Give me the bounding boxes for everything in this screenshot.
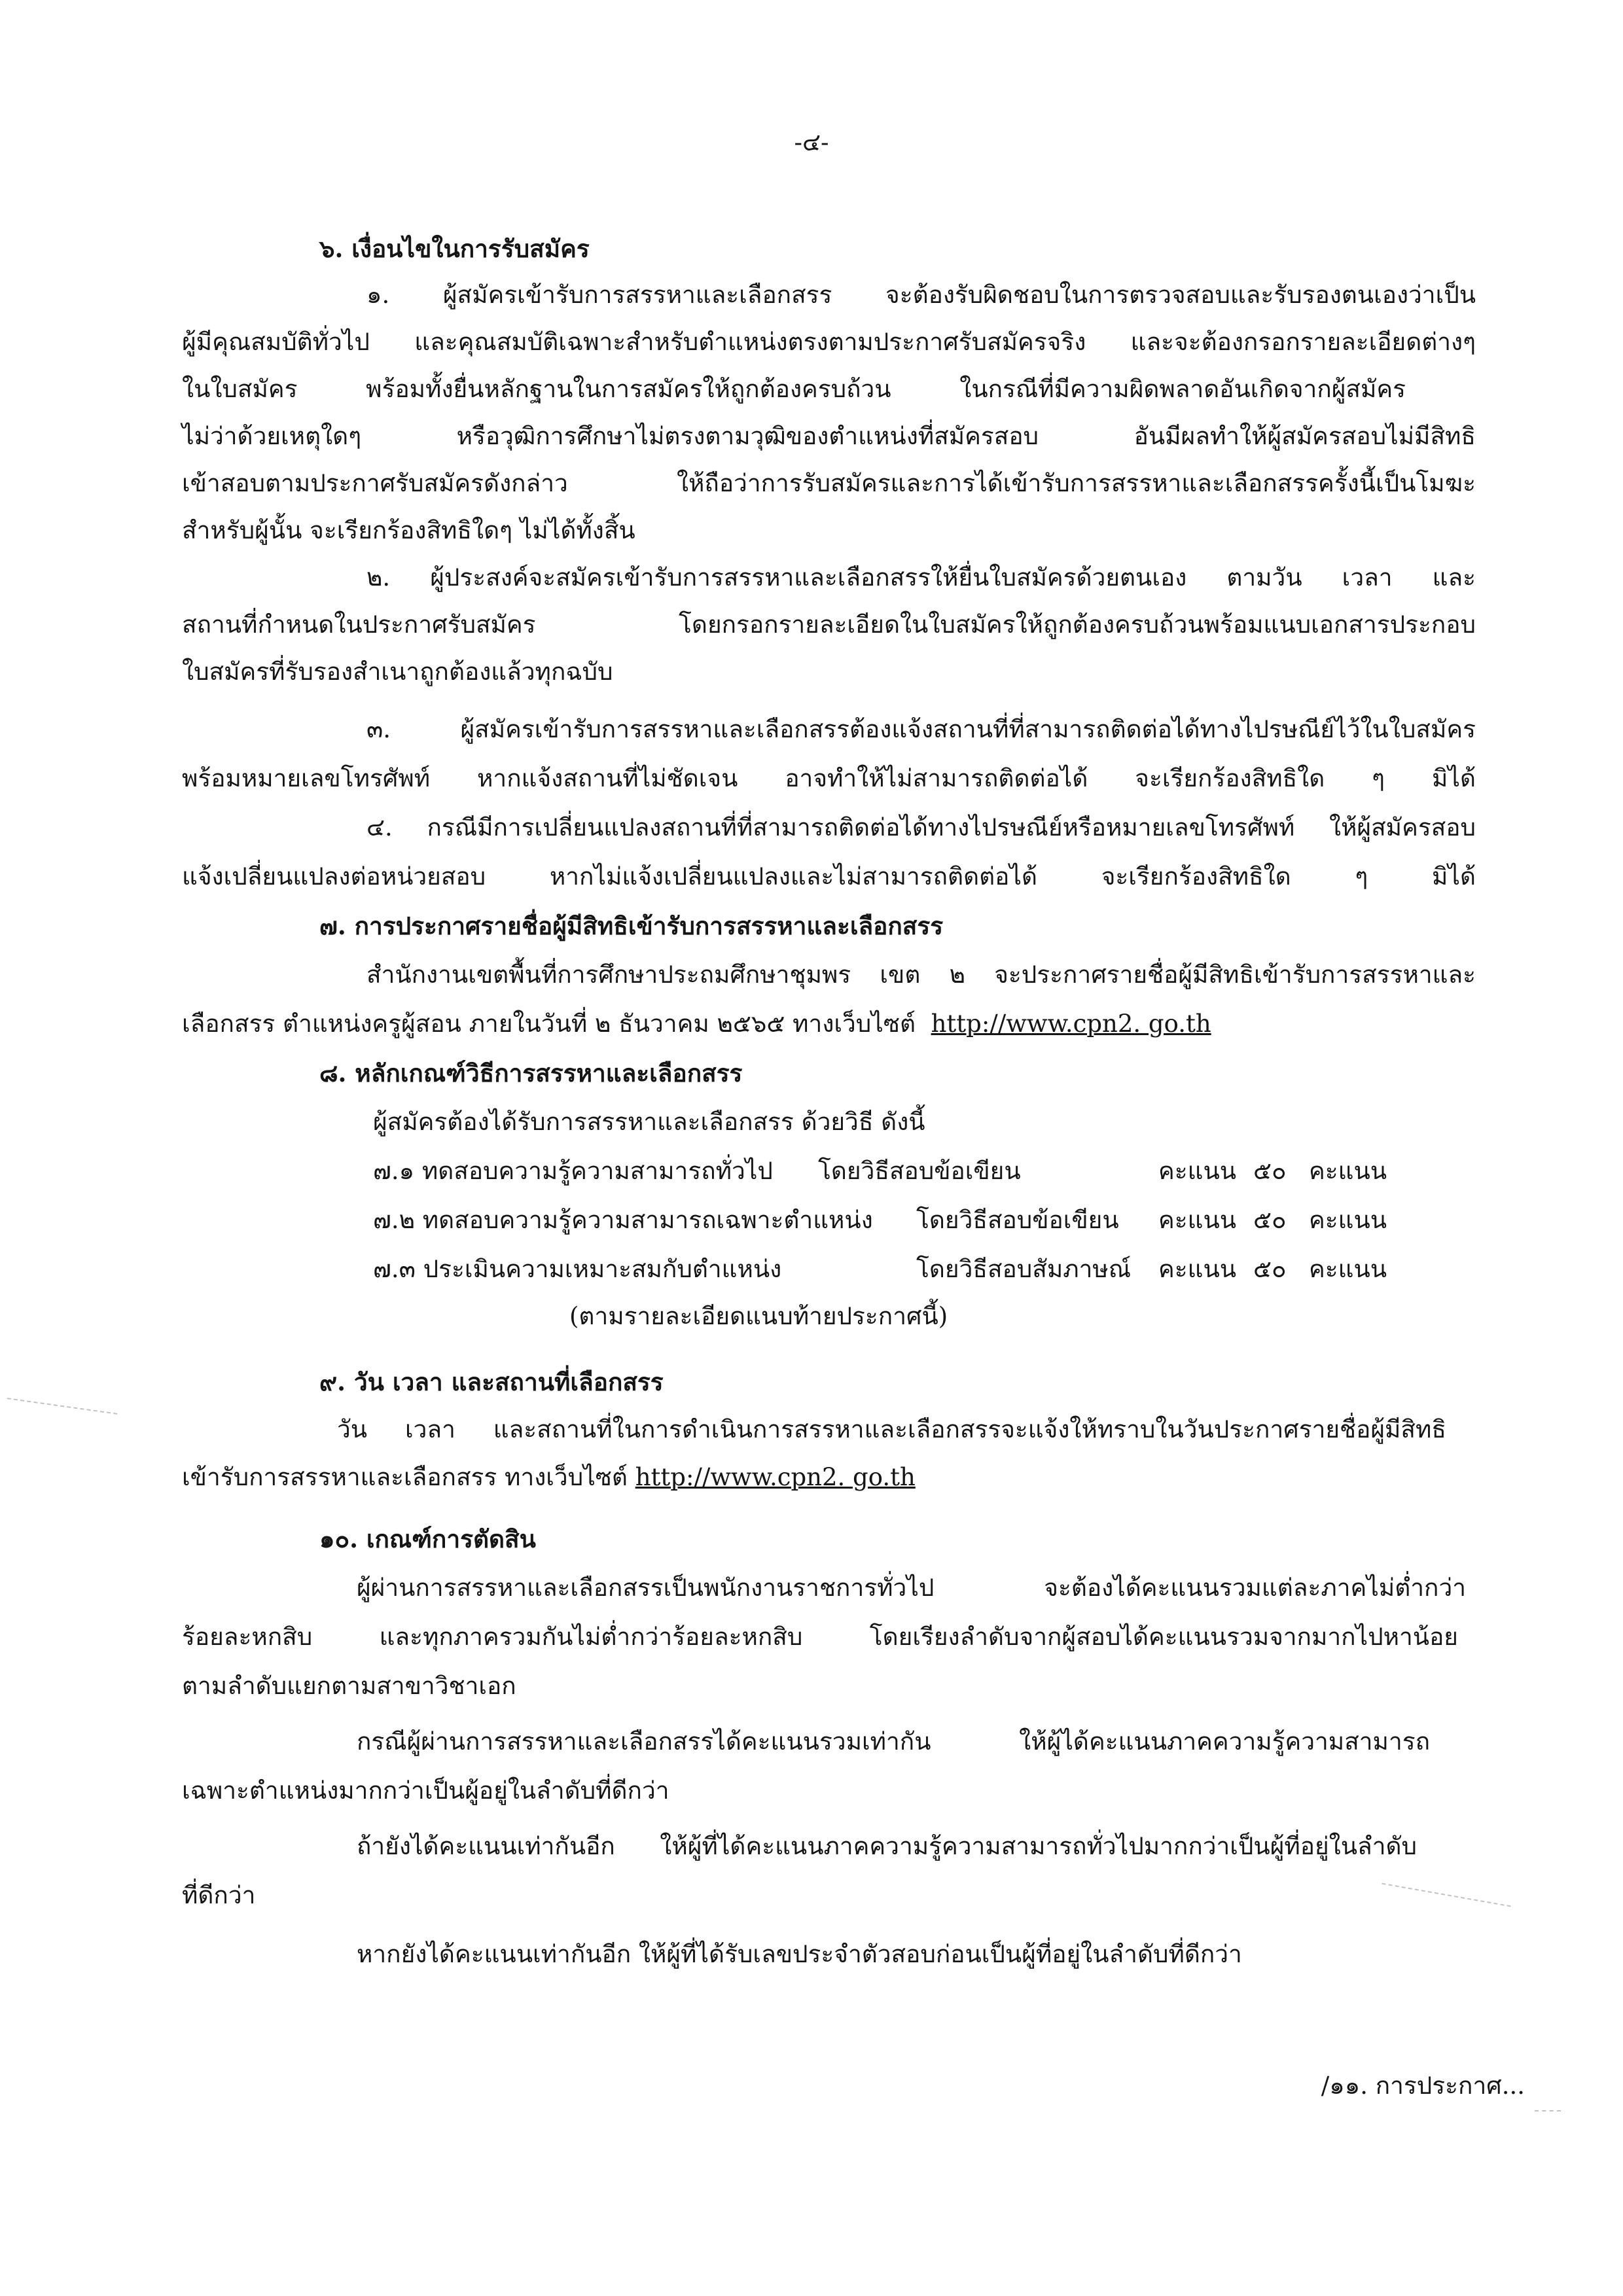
scan-artifact [7,1398,118,1415]
criteria-method: โดยวิธีสอบสัมภาษณ์ [916,1255,1132,1283]
criteria-note: (ตามรายละเอียดแนบท้ายประกาศนี้) [569,1302,948,1330]
criteria-score: ๕๐ [1253,1157,1287,1185]
sec7-line: สำนักงานเขตพื้นที่การศึกษาประถมศึกษาชุมพร เขต ๒ จะประกาศรายชื่อผู้มีสิทธิเข้ารับการสรรหาและ [366,961,1476,989]
section-8-heading: ๘. หลักเกณฑ์วิธีการสรรหาและเลือกสรร [319,1059,743,1087]
criteria-method: โดยวิธีสอบข้อเขียน [818,1157,1021,1185]
sec9-line-text: เข้ารับการสรรหาและเลือกสรร ทางเว็บไซต์ [182,1463,628,1491]
section-9-heading: ๙. วัน เวลา และสถานที่เลือกสรร [319,1368,664,1396]
sec7-line-text: เลือกสรร ตำแหน่งครูผู้สอน ภายในวันที่ ๒ ธันวาคม ๒๕๖๕ ทางเว็บไซต์ [182,1010,916,1038]
sec6-p1-line: ๑. ผู้สมัครเข้ารับการสรรหาและเลือกสรร จะต้องรับผิดชอบในการตรวจสอบและรับรองตนเองว่าเป็น [366,281,1476,309]
website-link[interactable]: http://www.cpn2. go.th [635,1463,916,1491]
section-10-heading: ๑๐. เกณฑ์การตัดสิน [319,1525,536,1553]
sec10-p3-line: ที่ดีกว่า [182,1881,256,1909]
criteria-score: ๕๐ [1253,1206,1287,1234]
sec10-p1-line: ตามลำดับแยกตามสาขาวิชาเอก [182,1672,516,1700]
sec10-p2-line: เฉพาะตำแหน่งมากกว่าเป็นผู้อยู่ในลำดับที่ดีกว่า [182,1776,669,1805]
sec6-p2-line: ๒. ผู้ประสงค์จะสมัครเข้ารับการสรรหาและเลือกสรรให้ยื่นใบสมัครด้วยตนเอง ตามวัน เวลา และ [366,563,1476,592]
criteria-unit: คะแนน [1309,1255,1387,1283]
sec10-p2-line: กรณีผู้ผ่านการสรรหาและเลือกสรรได้คะแนนรวมเท่ากัน ให้ผู้ได้คะแนนภาคความรู้ความสามารถ [357,1727,1430,1756]
sec6-p4-line: ๔. กรณีมีการเปลี่ยนแปลงสถานที่ที่สามารถติดต่อได้ทางไปรษณีย์หรือหมายเลขโทรศัพท์ ให้ผู้สมัครสอบ [366,813,1476,841]
criteria-unit: คะแนน [1309,1157,1387,1185]
website-link[interactable]: http://www.cpn2. go.th [931,1010,1211,1038]
section-7-heading: ๗. การประกาศรายชื่อผู้มีสิทธิเข้ารับการสรรหาและเลือกสรร [319,911,944,940]
sec6-p1-line: สำหรับผู้นั้น จะเรียกร้องสิทธิใดๆ ไม่ได้ทั้งสิ้น [182,516,635,544]
sec10-p3-line: ถ้ายังได้คะแนนเท่ากันอีก ให้ผู้ที่ได้คะแนนภาคความรู้ความสามารถทั่วไปมากกว่าเป็นผู้ที่อยู่ในลำดับ [357,1832,1417,1860]
criteria-score-label: คะแนน [1158,1157,1237,1185]
sec6-p1-line: ไม่ว่าด้วยเหตุใดๆ หรือวุฒิการศึกษาไม่ตรงตามวุฒิของตำแหน่งที่สมัครสอบ อันมีผลทำให้ผู้สมัครสอบไม่มีสิทธิ [182,422,1476,450]
sec9-line [182,1463,916,1492]
criteria-score-label: คะแนน [1158,1206,1237,1234]
sec6-p4-line: แจ้งเปลี่ยนแปลงต่อหน่วยสอบ หากไม่แจ้งเปลี่ยนแปลงและไม่สามารถติดต่อได้ จะเรียกร้องสิทธิใด ๆ มิได้ [182,862,1476,891]
criteria-item: ๗.๓ ประเมินความเหมาะสมกับตำแหน่ง [373,1255,782,1283]
sec8-intro: ผู้สมัครต้องได้รับการสรรหาและเลือกสรร ด้วยวิธี ดังนี้ [373,1108,925,1136]
criteria-score: ๕๐ [1253,1255,1287,1283]
criteria-score-label: คะแนน [1158,1255,1237,1283]
scan-artifact [1382,1883,1510,1907]
sec6-p3-line: พร้อมหมายเลขโทรศัพท์ หากแจ้งสถานที่ไม่ชัดเจน อาจทำให้ไม่สามารถติดต่อได้ จะเรียกร้องสิทธิใด ๆ มิได้ [182,764,1476,792]
sec6-p3-line: ๓. ผู้สมัครเข้ารับการสรรหาและเลือกสรรต้องแจ้งสถานที่ที่สามารถติดต่อได้ทางไปรษณีย์ไว้ในใบสมัคร [366,715,1476,743]
criteria-method: โดยวิธีสอบข้อเขียน [916,1206,1119,1234]
sec10-p1-line: ผู้ผ่านการสรรหาและเลือกสรรเป็นพนักงานราชการทั่วไป จะต้องได้คะแนนรวมแต่ละภาคไม่ต่ำกว่า [357,1574,1466,1602]
sec6-p1-line: ผู้มีคุณสมบัติทั่วไป และคุณสมบัติเฉพาะสำหรับตำแหน่งตรงตามประกาศรับสมัครจริง และจะต้องกรอกรายละเอียดต่างๆ [182,328,1476,356]
sec6-p1-line: เข้าสอบตามประกาศรับสมัครดังกล่าว ให้ถือว่าการรับสมัครและการได้เข้ารับการสรรหาและเลือกสรรครั้งนี้เป็นโมฆะ [182,469,1476,497]
sec10-p4-line: หากยังได้คะแนนเท่ากันอีก ให้ผู้ที่ได้รับเลขประจำตัวสอบก่อนเป็นผู้ที่อยู่ในลำดับที่ดีกว่า [357,1940,1242,1968]
criteria-item: ๗.๑ ทดสอบความรู้ความสามารถทั่วไป [373,1157,773,1185]
sec7-line [182,1010,1211,1038]
sec10-p1-line: ร้อยละหกสิบ และทุกภาครวมกันไม่ต่ำกว่าร้อยละหกสิบ โดยเรียงลำดับจากผู้สอบได้คะแนนรวมจากมากไปหาน้อย [182,1623,1458,1651]
scan-artifact [1535,2110,1561,2111]
sec6-p1-line: ในใบสมัคร พร้อมทั้งยื่นหลักฐานในการสมัครให้ถูกต้องครบถ้วน ในกรณีที่มีความผิดพลาดอันเกิดจากผู้สมัคร [182,375,1406,403]
section-6-heading: ๖. เงื่อนไขในการรับสมัคร [319,234,590,263]
continuation-footer: /๑๑. การประกาศ... [1321,2072,1525,2100]
sec6-p2-line: สถานที่กำหนดในประกาศรับสมัคร โดยกรอกรายละเอียดในใบสมัครให้ถูกต้องครบถ้วนพร้อมแนบเอกสารประกอบ [182,610,1476,639]
page-number: -๔- [794,128,829,156]
sec6-p2-line: ใบสมัครที่รับรองสำเนาถูกต้องแล้วทุกฉบับ [182,658,613,686]
criteria-item: ๗.๒ ทดสอบความรู้ความสามารถเฉพาะตำแหน่ง [373,1206,873,1234]
criteria-unit: คะแนน [1309,1206,1387,1234]
sec9-line: วัน เวลา และสถานที่ในการดำเนินการสรรหาและเลือกสรรจะแจ้งให้ทราบในวันประกาศรายชื่อผู้มีสิทธิ [337,1415,1446,1443]
